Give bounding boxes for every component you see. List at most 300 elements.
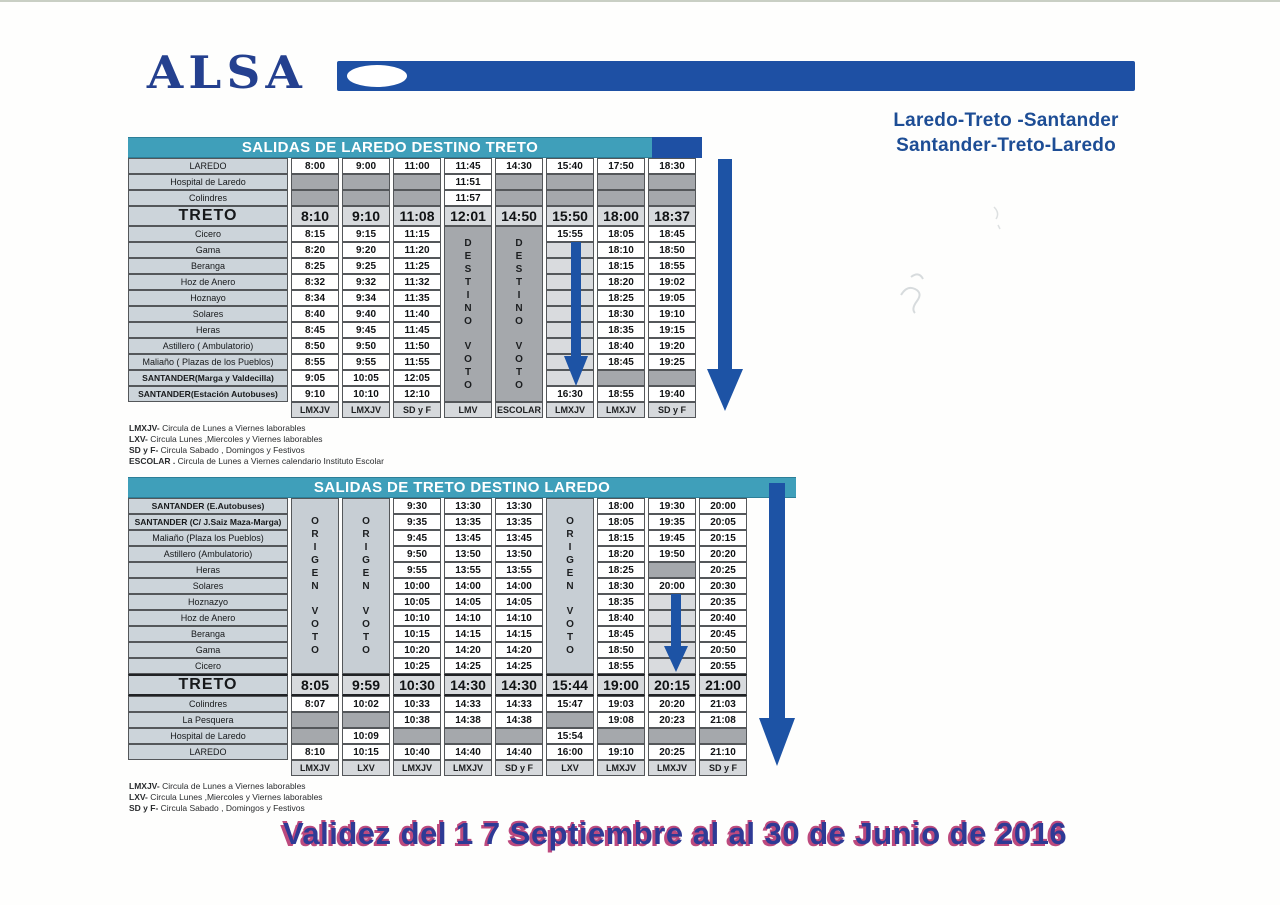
time-cell: 8:05 xyxy=(291,674,339,696)
time-cell: 9:10 xyxy=(342,206,390,226)
time-cell: 8:50 xyxy=(291,338,339,354)
table-row xyxy=(128,158,696,174)
blocked-cell xyxy=(495,190,543,206)
time-cell: 14:38 xyxy=(495,712,543,728)
frequency-cell: LMXJV xyxy=(648,760,696,776)
station-label-cell: Hospital de Laredo xyxy=(128,174,288,190)
time-cell: 11:40 xyxy=(393,306,441,322)
time-cell: 18:15 xyxy=(597,258,645,274)
frequency-cell: LMXJV xyxy=(597,402,645,418)
table-row xyxy=(128,744,747,760)
vertical-text-cell xyxy=(342,498,390,674)
table1-title: SALIDAS DE LAREDO DESTINO TRETO xyxy=(241,139,539,156)
time-cell: 21:00 xyxy=(699,674,747,696)
time-cell: 10:05 xyxy=(393,594,441,610)
timetable-note: LMXJV- Circula de Lunes a Viernes laborables xyxy=(129,781,306,791)
time-cell: 20:00 xyxy=(699,498,747,514)
table-row xyxy=(128,562,747,578)
time-cell: 14:30 xyxy=(444,674,492,696)
time-cell: 9:40 xyxy=(342,306,390,322)
vertical-text: O R I G E N V O T O xyxy=(311,516,319,656)
time-cell: 19:15 xyxy=(648,322,696,338)
time-cell: 19:40 xyxy=(648,386,696,402)
time-cell: 8:20 xyxy=(291,242,339,258)
time-cell: 8:45 xyxy=(291,322,339,338)
station-label-cell: SANTANDER (C/ J.Saiz Maza-Marga) xyxy=(128,514,288,530)
alsa-logo-text: ALSA xyxy=(146,46,308,99)
time-cell: 9:59 xyxy=(342,674,390,696)
time-cell: 13:45 xyxy=(495,530,543,546)
time-cell: 18:00 xyxy=(597,206,645,226)
time-cell: 13:45 xyxy=(444,530,492,546)
time-cell: 20:15 xyxy=(648,674,696,696)
time-cell: 19:05 xyxy=(648,290,696,306)
time-cell: 19:45 xyxy=(648,530,696,546)
time-cell: 18:30 xyxy=(648,158,696,174)
time-cell: 14:20 xyxy=(444,642,492,658)
table2-notes xyxy=(128,781,796,814)
station-label-cell: Astillero (Ambulatorio) xyxy=(128,546,288,562)
table-row xyxy=(128,354,696,370)
time-cell: 10:02 xyxy=(342,696,390,712)
station-label-cell: TRETO xyxy=(128,674,288,696)
vertical-text-cell xyxy=(291,498,339,674)
blocked-cell xyxy=(393,728,441,744)
time-cell: 15:44 xyxy=(546,674,594,696)
station-label-cell: Hoz de Anero xyxy=(128,274,288,290)
time-cell: 18:30 xyxy=(597,306,645,322)
time-cell: 14:15 xyxy=(444,626,492,642)
time-cell: 9:05 xyxy=(291,370,339,386)
time-cell: 18:50 xyxy=(648,242,696,258)
table-row xyxy=(128,338,696,354)
time-cell: 15:40 xyxy=(546,158,594,174)
time-cell: 9:30 xyxy=(393,498,441,514)
table1-header-bar xyxy=(128,137,702,158)
time-cell: 20:40 xyxy=(699,610,747,626)
time-cell: 12:01 xyxy=(444,206,492,226)
time-cell: 10:10 xyxy=(393,610,441,626)
station-label-cell: Gama xyxy=(128,642,288,658)
time-cell: 20:25 xyxy=(699,562,747,578)
time-cell: 13:35 xyxy=(444,514,492,530)
time-cell: 8:34 xyxy=(291,290,339,306)
route-titles xyxy=(876,108,1136,158)
time-cell: 19:03 xyxy=(597,696,645,712)
timetable-note: LXV- Circula Lunes ,Miercoles y Viernes laborables xyxy=(129,792,323,802)
station-label-cell: Hospital de Laredo xyxy=(128,728,288,744)
station-label-cell: Colindres xyxy=(128,696,288,712)
frequency-cell: LXV xyxy=(342,760,390,776)
table-row xyxy=(128,674,747,696)
alsa-logo xyxy=(147,46,307,99)
table-row xyxy=(128,530,747,546)
blocked-cell xyxy=(444,728,492,744)
blocked-cell xyxy=(393,190,441,206)
blocked-cell xyxy=(546,712,594,728)
time-cell: 10:33 xyxy=(393,696,441,712)
station-label-cell: SANTANDER(Estación Autobuses) xyxy=(128,386,288,402)
time-cell: 12:05 xyxy=(393,370,441,386)
blocked-cell xyxy=(393,174,441,190)
time-cell: 8:55 xyxy=(291,354,339,370)
time-cell: 14:40 xyxy=(444,744,492,760)
frequency-cell: LMXJV xyxy=(597,760,645,776)
vertical-text-cell xyxy=(495,226,543,402)
time-cell: 9:34 xyxy=(342,290,390,306)
time-cell: 13:50 xyxy=(495,546,543,562)
table1-grid xyxy=(125,158,699,418)
time-cell: 18:55 xyxy=(648,258,696,274)
time-cell: 19:30 xyxy=(648,498,696,514)
station-label-cell: Solares xyxy=(128,306,288,322)
time-cell: 14:40 xyxy=(495,744,543,760)
station-label-cell: Hoznazyo xyxy=(128,594,288,610)
blocked-cell xyxy=(342,174,390,190)
time-cell: 12:10 xyxy=(393,386,441,402)
time-cell: 20:20 xyxy=(699,546,747,562)
table-row xyxy=(128,712,747,728)
table-row xyxy=(128,546,747,562)
time-cell: 10:15 xyxy=(393,626,441,642)
time-cell: 9:35 xyxy=(393,514,441,530)
time-cell: 13:50 xyxy=(444,546,492,562)
frequency-cell: LMXJV xyxy=(342,402,390,418)
time-cell: 11:25 xyxy=(393,258,441,274)
time-cell: 11:20 xyxy=(393,242,441,258)
time-cell: 13:35 xyxy=(495,514,543,530)
time-cell: 10:40 xyxy=(393,744,441,760)
time-cell: 11:45 xyxy=(393,322,441,338)
time-cell: 18:05 xyxy=(597,226,645,242)
station-label-cell: TRETO xyxy=(128,206,288,226)
time-cell: 21:08 xyxy=(699,712,747,728)
time-cell: 14:50 xyxy=(495,206,543,226)
time-cell: 20:15 xyxy=(699,530,747,546)
table-row xyxy=(128,514,747,530)
frequency-row-spacer xyxy=(128,760,288,776)
time-cell: 10:30 xyxy=(393,674,441,696)
time-cell: 10:00 xyxy=(393,578,441,594)
time-cell: 10:09 xyxy=(342,728,390,744)
time-cell: 14:33 xyxy=(444,696,492,712)
time-cell: 8:40 xyxy=(291,306,339,322)
table1-title-bar xyxy=(128,137,652,158)
time-cell: 18:45 xyxy=(648,226,696,242)
time-cell: 18:35 xyxy=(597,594,645,610)
time-cell: 18:30 xyxy=(597,578,645,594)
time-cell: 14:05 xyxy=(495,594,543,610)
time-cell: 10:38 xyxy=(393,712,441,728)
time-cell: 20:05 xyxy=(699,514,747,530)
blocked-cell xyxy=(648,190,696,206)
table-row xyxy=(128,498,747,514)
time-cell: 14:30 xyxy=(495,158,543,174)
time-cell: 9:25 xyxy=(342,258,390,274)
table-row xyxy=(128,242,696,258)
blocked-cell xyxy=(648,370,696,386)
frequency-cell: SD y F xyxy=(393,402,441,418)
blocked-cell xyxy=(546,190,594,206)
time-cell: 18:55 xyxy=(597,658,645,674)
table-row xyxy=(128,322,696,338)
table-row xyxy=(128,696,747,712)
time-cell: 14:25 xyxy=(444,658,492,674)
time-cell: 20:00 xyxy=(648,578,696,594)
time-cell: 14:00 xyxy=(444,578,492,594)
frequency-cell: LMXJV xyxy=(546,402,594,418)
time-cell: 11:45 xyxy=(444,158,492,174)
time-cell: 11:57 xyxy=(444,190,492,206)
vertical-text: D E S T I N O V O T O xyxy=(464,237,472,391)
timetable-note: SD y F- Circula Sabado , Domingos y Festivos xyxy=(129,445,305,455)
time-cell: 18:35 xyxy=(597,322,645,338)
time-cell: 18:25 xyxy=(597,562,645,578)
time-cell: 15:55 xyxy=(546,226,594,242)
time-cell: 9:00 xyxy=(342,158,390,174)
frequency-row-spacer xyxy=(128,402,288,418)
time-cell: 11:00 xyxy=(393,158,441,174)
time-cell: 19:20 xyxy=(648,338,696,354)
station-label-cell: Hoz de Anero xyxy=(128,610,288,626)
time-cell: 9:15 xyxy=(342,226,390,242)
blocked-cell xyxy=(546,174,594,190)
time-cell: 9:55 xyxy=(393,562,441,578)
station-label-cell: La Pesquera xyxy=(128,712,288,728)
frequency-cell: ESCOLAR xyxy=(495,402,543,418)
time-cell: 9:20 xyxy=(342,242,390,258)
time-cell: 18:20 xyxy=(597,274,645,290)
time-cell: 8:25 xyxy=(291,258,339,274)
table2-header-bar xyxy=(128,477,796,498)
time-cell: 8:07 xyxy=(291,696,339,712)
blocked-cell xyxy=(291,190,339,206)
timetable-note: ESCOLAR . Circula de Lunes a Viernes calendario Instituto Escolar xyxy=(129,456,384,466)
table2-title-bar xyxy=(128,477,796,498)
blocked-cell xyxy=(597,370,645,386)
vertical-text-cell xyxy=(444,226,492,402)
time-cell: 19:35 xyxy=(648,514,696,530)
table1-notes xyxy=(128,423,702,467)
timetable-note: LXV- Circula Lunes ,Miercoles y Viernes laborables xyxy=(129,434,323,444)
table-row xyxy=(128,728,747,744)
table-row xyxy=(128,626,747,642)
frequency-cell: LMXJV xyxy=(291,402,339,418)
table-row xyxy=(128,274,696,290)
time-cell: 14:25 xyxy=(495,658,543,674)
vertical-text-cell xyxy=(546,498,594,674)
time-cell: 8:32 xyxy=(291,274,339,290)
time-cell: 18:10 xyxy=(597,242,645,258)
time-cell: 8:00 xyxy=(291,158,339,174)
route-title-line2: Santander-Treto-Laredo xyxy=(896,135,1116,156)
table2-right-arrow-down-icon xyxy=(757,483,797,766)
time-cell: 20:50 xyxy=(699,642,747,658)
station-label-cell: Beranga xyxy=(128,626,288,642)
frequency-cell: SD y F xyxy=(648,402,696,418)
table1-column-arrow-down-icon xyxy=(563,242,589,386)
alsa-logo-ellipse xyxy=(347,65,407,87)
alsa-logo-bar xyxy=(337,61,1135,91)
time-cell: 11:32 xyxy=(393,274,441,290)
table1-header-end-block xyxy=(652,137,702,158)
time-cell: 19:50 xyxy=(648,546,696,562)
vertical-text: D E S T I N O V O T O xyxy=(515,237,523,391)
frequency-row xyxy=(128,402,696,418)
time-cell: 14:05 xyxy=(444,594,492,610)
time-cell: 9:10 xyxy=(291,386,339,402)
station-label-cell: SANTANDER(Marga y Valdecilla) xyxy=(128,370,288,386)
table-row xyxy=(128,658,747,674)
station-label-cell: SANTANDER (E.Autobuses) xyxy=(128,498,288,514)
table-row xyxy=(128,258,696,274)
blocked-cell xyxy=(291,728,339,744)
time-cell: 9:50 xyxy=(342,338,390,354)
time-cell: 18:40 xyxy=(597,338,645,354)
table-row xyxy=(128,642,747,658)
timetable-note: SD y F- Circula Sabado , Domingos y Festivos xyxy=(129,803,305,813)
station-label-cell: Colindres xyxy=(128,190,288,206)
time-cell: 20:45 xyxy=(699,626,747,642)
time-cell: 21:10 xyxy=(699,744,747,760)
blocked-cell xyxy=(597,728,645,744)
time-cell: 14:10 xyxy=(444,610,492,626)
blocked-cell xyxy=(648,562,696,578)
time-cell: 15:50 xyxy=(546,206,594,226)
time-cell: 18:45 xyxy=(597,626,645,642)
blocked-cell xyxy=(597,174,645,190)
route-title-line1: Laredo-Treto -Santander xyxy=(893,110,1119,131)
time-cell: 11:50 xyxy=(393,338,441,354)
time-cell: 8:10 xyxy=(291,744,339,760)
station-label-cell: Cicero xyxy=(128,226,288,242)
time-cell: 14:00 xyxy=(495,578,543,594)
time-cell: 14:10 xyxy=(495,610,543,626)
time-cell: 14:15 xyxy=(495,626,543,642)
blocked-cell xyxy=(648,728,696,744)
blocked-cell xyxy=(495,174,543,190)
table-row xyxy=(128,594,747,610)
time-cell: 9:45 xyxy=(393,530,441,546)
frequency-row xyxy=(128,760,747,776)
time-cell: 16:30 xyxy=(546,386,594,402)
time-cell: 10:15 xyxy=(342,744,390,760)
laredo-to-treto-section xyxy=(128,137,702,467)
station-label-cell: Gama xyxy=(128,242,288,258)
blocked-cell xyxy=(648,174,696,190)
laredo-to-treto-table xyxy=(128,158,702,418)
scan-edge-line xyxy=(0,0,1280,2)
station-label-cell: Beranga xyxy=(128,258,288,274)
pencil-mark xyxy=(988,203,1008,238)
time-cell: 20:55 xyxy=(699,658,747,674)
station-label-cell: Hoznayo xyxy=(128,290,288,306)
frequency-cell: LMXJV xyxy=(444,760,492,776)
station-label-cell: Cicero xyxy=(128,658,288,674)
time-cell: 19:10 xyxy=(597,744,645,760)
time-cell: 13:30 xyxy=(444,498,492,514)
station-label-cell: LAREDO xyxy=(128,158,288,174)
time-cell: 14:38 xyxy=(444,712,492,728)
frequency-cell: LMXJV xyxy=(291,760,339,776)
time-cell: 19:02 xyxy=(648,274,696,290)
table-row xyxy=(128,370,696,386)
blocked-cell xyxy=(597,190,645,206)
time-cell: 19:08 xyxy=(597,712,645,728)
time-cell: 20:35 xyxy=(699,594,747,610)
time-cell: 13:55 xyxy=(495,562,543,578)
table2-title: SALIDAS DE TRETO DESTINO LAREDO xyxy=(313,479,611,496)
blocked-cell xyxy=(342,190,390,206)
vertical-text: O R I G E N V O T O xyxy=(362,516,370,656)
table-row xyxy=(128,174,696,190)
time-cell: 18:55 xyxy=(597,386,645,402)
time-cell: 9:50 xyxy=(393,546,441,562)
time-cell: 10:10 xyxy=(342,386,390,402)
time-cell: 8:10 xyxy=(291,206,339,226)
time-cell: 20:23 xyxy=(648,712,696,728)
time-cell: 8:15 xyxy=(291,226,339,242)
validity-banner: Validez del 1 7 Septiembre al al 30 de Junio de 2016 xyxy=(282,816,1068,851)
frequency-cell: LMXJV xyxy=(393,760,441,776)
station-label-cell: Astillero ( Ambulatorio) xyxy=(128,338,288,354)
time-cell: 19:25 xyxy=(648,354,696,370)
time-cell: 18:05 xyxy=(597,514,645,530)
pencil-scribble xyxy=(893,255,933,320)
blocked-cell xyxy=(291,712,339,728)
time-cell: 19:10 xyxy=(648,306,696,322)
time-cell: 20:30 xyxy=(699,578,747,594)
treto-to-laredo-table xyxy=(128,498,796,776)
time-cell: 11:55 xyxy=(393,354,441,370)
station-label-cell: Maliaño (Plaza los Pueblos) xyxy=(128,530,288,546)
time-cell: 9:45 xyxy=(342,322,390,338)
time-cell: 20:20 xyxy=(648,696,696,712)
time-cell: 11:15 xyxy=(393,226,441,242)
blocked-cell xyxy=(342,712,390,728)
table-row xyxy=(128,226,696,242)
time-cell: 18:15 xyxy=(597,530,645,546)
time-cell: 17:50 xyxy=(597,158,645,174)
time-cell: 19:00 xyxy=(597,674,645,696)
time-cell: 18:45 xyxy=(597,354,645,370)
station-label-cell: LAREDO xyxy=(128,744,288,760)
time-cell: 21:03 xyxy=(699,696,747,712)
time-cell: 10:20 xyxy=(393,642,441,658)
vertical-text: O R I G E N V O T O xyxy=(566,516,574,656)
time-cell: 10:25 xyxy=(393,658,441,674)
station-label-cell: Heras xyxy=(128,322,288,338)
blocked-cell xyxy=(495,728,543,744)
table2-column-arrow-down-icon xyxy=(663,594,689,672)
table1-right-arrow-down-icon xyxy=(705,159,745,411)
frequency-cell: LXV xyxy=(546,760,594,776)
time-cell: 11:51 xyxy=(444,174,492,190)
timetable-note: LMXJV- Circula de Lunes a Viernes laborables xyxy=(129,423,306,433)
table-row xyxy=(128,610,747,626)
treto-to-laredo-section xyxy=(128,477,796,814)
time-cell: 14:33 xyxy=(495,696,543,712)
time-cell: 16:00 xyxy=(546,744,594,760)
time-cell: 11:08 xyxy=(393,206,441,226)
time-cell: 11:35 xyxy=(393,290,441,306)
time-cell: 10:05 xyxy=(342,370,390,386)
table-row xyxy=(128,386,696,402)
time-cell: 13:55 xyxy=(444,562,492,578)
table-row xyxy=(128,306,696,322)
time-cell: 9:32 xyxy=(342,274,390,290)
time-cell: 9:55 xyxy=(342,354,390,370)
